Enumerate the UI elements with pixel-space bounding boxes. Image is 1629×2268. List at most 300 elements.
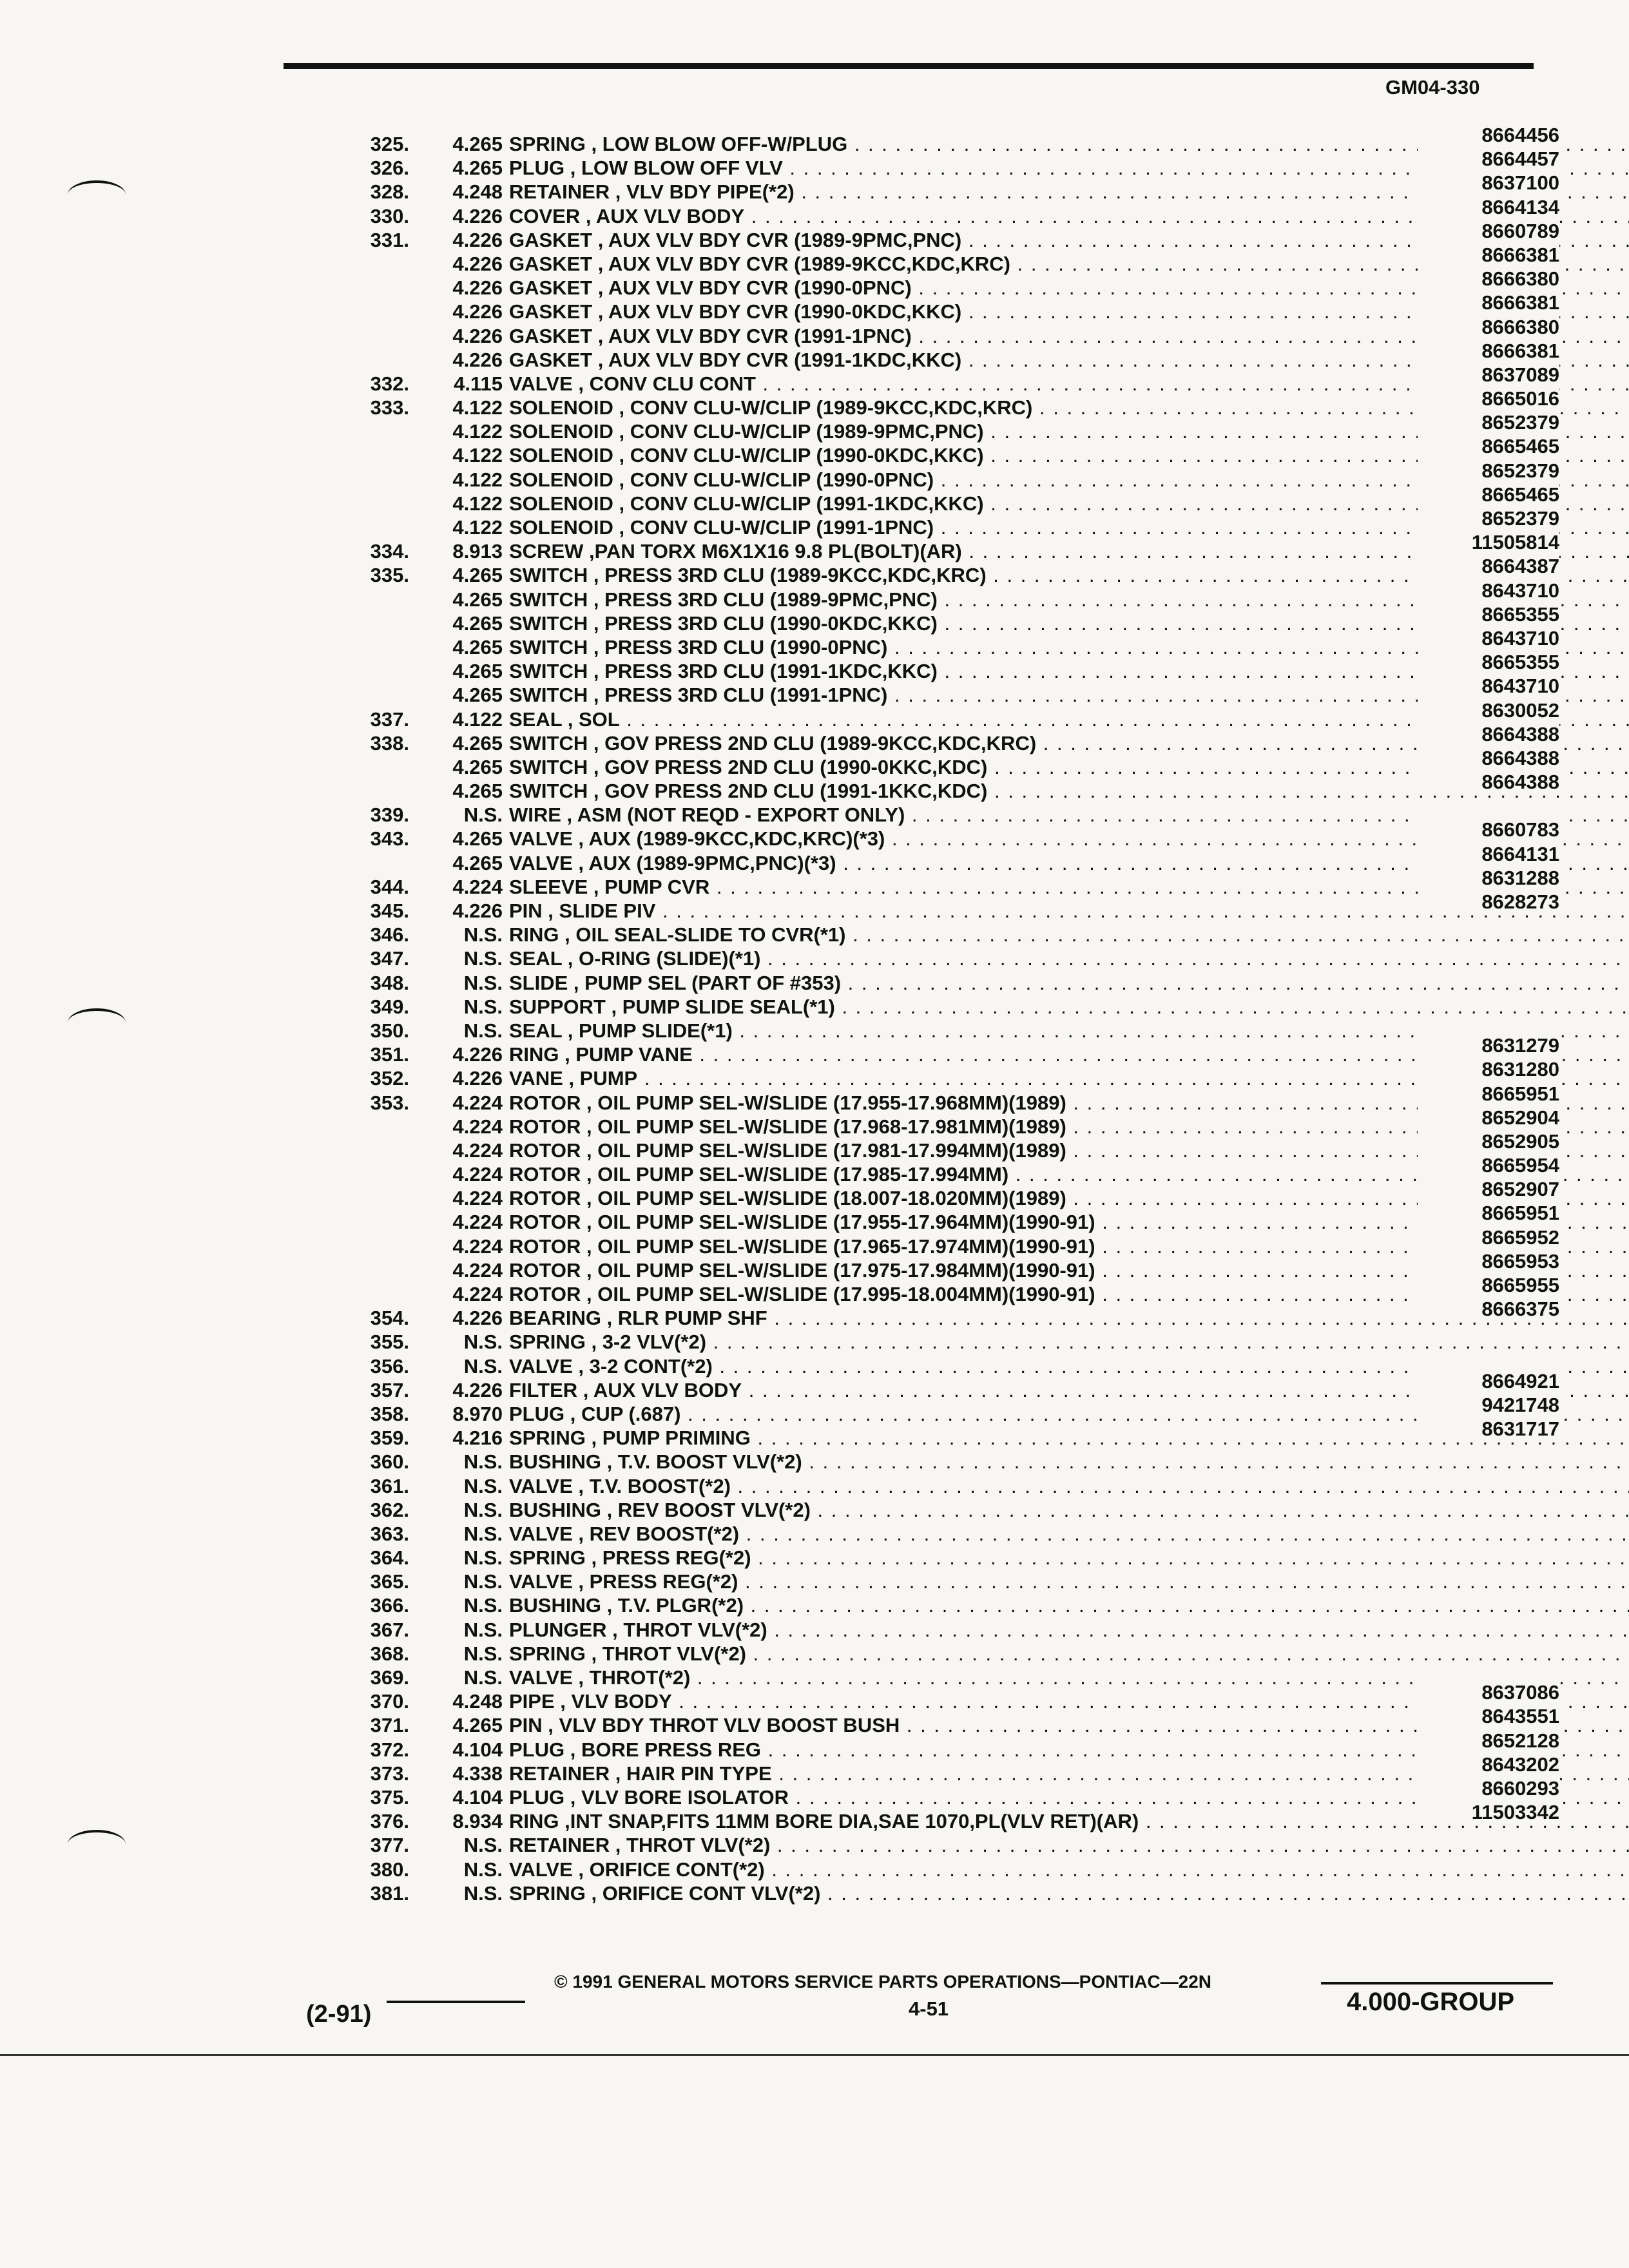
part-description: SWITCH , PRESS 3RD CLU (1990-0PNC) . . . (509, 635, 1629, 659)
ref-number: 355. (370, 1331, 409, 1354)
parts-row (284, 746, 1559, 779)
group-number: 4.226 (452, 324, 503, 347)
group-number: 4.265 (452, 851, 503, 874)
ref-number: 338. (370, 731, 409, 754)
part-number: 8666381 (1418, 243, 1559, 267)
group-number: N.S. (463, 923, 503, 947)
punch-hole-mark (68, 1008, 126, 1037)
ref-number: 366. (370, 1594, 409, 1617)
part-number: 8665951 (1418, 1082, 1559, 1106)
part-description: VALVE , AUX (1989-9KCC,KDC,KRC)(*3) . . . (509, 827, 1629, 850)
part-description: RING , PUMP VANE . . . (509, 1043, 1629, 1066)
part-description: SWITCH , PRESS 3RD CLU (1991-1PNC) . . . (509, 683, 1629, 707)
ref-number: 330. (370, 204, 409, 227)
group-number: N.S. (463, 1594, 503, 1617)
ref-number: 351. (370, 1043, 409, 1066)
group-number: 4.265 (452, 564, 503, 587)
ref-number: 364. (370, 1546, 409, 1570)
parts-row (284, 579, 1559, 611)
ref-number: 359. (370, 1427, 409, 1450)
parts-row (284, 1642, 1559, 1666)
group-number: 4.248 (452, 1690, 503, 1713)
ref-number: 376. (370, 1810, 409, 1833)
group-number: N.S. (463, 1522, 503, 1545)
parts-row (284, 1666, 1559, 1689)
group-number: 4.122 (452, 420, 503, 443)
part-description: ROTOR , OIL PUMP SEL-W/SLIDE (17.975-17.984MM)(1990-91) . . . (509, 1258, 1629, 1282)
part-number: 8631280 (1418, 1057, 1559, 1081)
part-number: 8631717 (1418, 1417, 1559, 1441)
page-number: 4-51 (909, 1997, 949, 2020)
parts-row (284, 267, 1559, 300)
part-number: 8664134 (1418, 195, 1559, 219)
parts-row (284, 947, 1559, 970)
group-number: 4.224 (452, 1187, 503, 1210)
ref-number: 352. (370, 1067, 409, 1090)
part-description: VALVE , THROT(*2) . . . (509, 1666, 1629, 1689)
ref-number: 365. (370, 1570, 409, 1593)
group-number: N.S. (463, 1881, 503, 1905)
part-number: 11505814 (1418, 530, 1559, 554)
parts-row (284, 890, 1559, 923)
part-description: SPRING , LOW BLOW OFF-W/PLUG . . . (509, 132, 1629, 156)
parts-row (284, 195, 1559, 228)
ref-number: 377. (370, 1834, 409, 1857)
part-number: 8637089 (1418, 363, 1559, 387)
part-number: 8652379 (1418, 410, 1559, 434)
part-description: GASKET , AUX VLV BDY CVR (1989-9KCC,KDC,KRC) . . . (509, 252, 1629, 276)
parts-row (284, 1034, 1559, 1066)
group-number: 4.265 (452, 588, 503, 611)
group-number: N.S. (463, 1618, 503, 1641)
ref-number: 358. (370, 1402, 409, 1425)
parts-row (284, 1474, 1559, 1498)
group-number: N.S. (463, 1354, 503, 1378)
parts-row (284, 339, 1559, 372)
punch-hole-mark (68, 180, 126, 209)
parts-row (284, 148, 1559, 180)
group-number: 4.224 (452, 1115, 503, 1138)
part-description: SOLENOID , CONV CLU-W/CLIP (1990-0KDC,KKC) . . . (509, 443, 1629, 467)
ref-number: 348. (370, 971, 409, 994)
parts-row (284, 1106, 1559, 1139)
part-number: 9421748 (1418, 1393, 1559, 1417)
part-description: PIN , SLIDE PIV . . . (509, 899, 1629, 923)
group-number: 4.226 (452, 1067, 503, 1090)
part-number: 8660789 (1418, 219, 1559, 243)
part-number: 8660783 (1418, 818, 1559, 841)
group-number: 4.265 (452, 157, 503, 180)
group-number: 4.226 (452, 899, 503, 922)
group-number: N.S. (463, 1498, 503, 1521)
ref-number: 353. (370, 1091, 409, 1114)
ref-number: 354. (370, 1307, 409, 1330)
part-description: SUPPORT , PUMP SLIDE SEAL(*1) . . . (509, 995, 1629, 1019)
part-number: 8631288 (1418, 866, 1559, 890)
ref-number: 375. (370, 1785, 409, 1809)
part-description: ROTOR , OIL PUMP SEL-W/SLIDE (17.995-18.004MM)(1990-91) . . . (509, 1282, 1629, 1306)
part-description: GASKET , AUX VLV BDY CVR (1991-1KDC,KKC) . . . (509, 348, 1629, 372)
parts-row (284, 626, 1559, 659)
group-number: N.S. (463, 1546, 503, 1570)
parts-row (284, 219, 1559, 252)
group-number: 4.122 (452, 396, 503, 419)
part-description: SOLENOID , CONV CLU-W/CLIP (1991-1PNC) . . . (509, 515, 1629, 539)
part-description: ROTOR , OIL PUMP SEL-W/SLIDE (17.968-17.981MM)(1989) . . . (509, 1115, 1629, 1139)
part-number: 8665355 (1418, 650, 1559, 674)
part-number: 8664388 (1418, 746, 1559, 770)
part-description: VALVE , CONV CLU CONT . . . (509, 372, 1629, 396)
group-number: 8.913 (452, 540, 503, 563)
parts-row (284, 124, 1559, 156)
top-rule (284, 63, 1534, 69)
ref-number: 361. (370, 1474, 409, 1497)
parts-row (284, 507, 1559, 539)
part-description: ROTOR , OIL PUMP SEL-W/SLIDE (17.955-17.968MM)(1989) . . . (509, 1091, 1629, 1115)
part-number: 8665016 (1418, 387, 1559, 410)
parts-row (284, 1330, 1559, 1354)
group-number: 4.122 (452, 707, 503, 731)
parts-row (284, 1858, 1559, 1881)
ref-number: 356. (370, 1354, 409, 1378)
parts-row (284, 1082, 1559, 1115)
part-number: 8664388 (1418, 722, 1559, 746)
parts-row (284, 483, 1559, 515)
parts-row (284, 1129, 1559, 1162)
ref-number: 346. (370, 923, 409, 947)
group-number: 4.224 (452, 1163, 503, 1186)
part-number: 8652379 (1418, 506, 1559, 530)
ref-number: 368. (370, 1642, 409, 1665)
part-description: SWITCH , GOV PRESS 2ND CLU (1990-0KKC,KDC) . . . (509, 755, 1629, 779)
part-description: SWITCH , PRESS 3RD CLU (1989-9PMC,PNC) . . . (509, 588, 1629, 611)
group-number: 4.115 (454, 372, 503, 395)
group-number: 8.934 (452, 1810, 503, 1833)
parts-row (284, 602, 1559, 635)
parts-row (284, 411, 1559, 443)
part-description: PLUG , VLV BORE ISOLATOR . . . (509, 1785, 1629, 1809)
ref-number: 337. (370, 707, 409, 731)
part-description: PLUG , LOW BLOW OFF VLV . . . (509, 156, 1629, 180)
ref-number: 380. (370, 1858, 409, 1881)
part-number: 8652905 (1418, 1129, 1559, 1153)
ref-number: 334. (370, 540, 409, 563)
part-number: 8664457 (1418, 147, 1559, 171)
footer-rule-left (387, 2001, 525, 2003)
part-description: ROTOR , OIL PUMP SEL-W/SLIDE (17.955-17.964MM)(1990-91) . . . (509, 1210, 1629, 1234)
part-description: GASKET , AUX VLV BDY CVR (1989-9PMC,PNC) . . . (509, 228, 1629, 252)
group-number: N.S. (463, 1858, 503, 1881)
part-number: 8643710 (1418, 579, 1559, 602)
part-description: SOLENOID , CONV CLU-W/CLIP (1990-0PNC) . . . (509, 468, 1629, 492)
group-number: 4.226 (452, 1043, 503, 1066)
part-description: VALVE , REV BOOST(*2) . . . (509, 1522, 1629, 1546)
ref-number: 328. (370, 180, 409, 204)
ref-number: 360. (370, 1450, 409, 1474)
part-description: RING , OIL SEAL-SLIDE TO CVR(*1) . . . (509, 923, 1629, 947)
part-number: 8643710 (1418, 674, 1559, 698)
part-description: COVER , AUX VLV BODY . . . (509, 204, 1629, 228)
part-description: ROTOR , OIL PUMP SEL-W/SLIDE (17.985-17.994MM) . . . (509, 1162, 1629, 1186)
group-number: 4.265 (452, 133, 503, 155)
part-number: 8664456 (1418, 123, 1559, 147)
part-description: BUSHING , T.V. BOOST VLV(*2) . . . (509, 1450, 1629, 1474)
group-number: 4.248 (452, 180, 503, 204)
group-number: N.S. (463, 1019, 503, 1042)
part-description: RETAINER , HAIR PIN TYPE . . . (509, 1762, 1629, 1785)
group-number: 4.224 (452, 875, 503, 898)
ref-number: 381. (370, 1881, 409, 1905)
ref-number: 371. (370, 1714, 409, 1737)
parts-row (284, 1354, 1559, 1378)
part-number: 8664387 (1418, 554, 1559, 578)
part-number: 8652907 (1418, 1177, 1559, 1201)
parts-row (284, 1498, 1559, 1522)
ref-number: 344. (370, 875, 409, 898)
parts-row (284, 1202, 1559, 1234)
part-number: 8665465 (1418, 483, 1559, 506)
group-number: 4.122 (452, 468, 503, 491)
ref-number: 345. (370, 899, 409, 922)
group-number: 4.226 (452, 252, 503, 275)
part-number: 8665952 (1418, 1225, 1559, 1249)
ref-number: 372. (370, 1738, 409, 1761)
part-number: 8664388 (1418, 770, 1559, 794)
part-description: SEAL , SOL . . . (509, 707, 1629, 731)
part-number: 8643551 (1418, 1704, 1559, 1728)
ref-number: 325. (370, 133, 409, 155)
group-number: 4.338 (452, 1762, 503, 1785)
part-number: 8643710 (1418, 626, 1559, 650)
part-number: 8665955 (1418, 1273, 1559, 1297)
footer-rule-right (1321, 1982, 1553, 1984)
group-number: 4.224 (452, 1139, 503, 1162)
ref-number: 333. (370, 396, 409, 419)
ref-number: 339. (370, 803, 409, 827)
parts-row (284, 1705, 1559, 1737)
group-number: N.S. (463, 1331, 503, 1354)
document-code: GM04-330 (1385, 76, 1480, 99)
part-description: SPRING , ORIFICE CONT VLV(*2) . . . (509, 1881, 1629, 1905)
group-number: 4.226 (452, 1378, 503, 1401)
part-number: 8664131 (1418, 842, 1559, 866)
part-description: SEAL , O-RING (SLIDE)(*1) . . . (509, 947, 1629, 970)
group-number: 4.224 (452, 1258, 503, 1282)
part-description: VANE , PUMP . . . (509, 1066, 1629, 1090)
part-description: SCREW ,PAN TORX M6X1X16 9.8 PL(BOLT)(AR) . . . (509, 539, 1629, 563)
ref-number: 335. (370, 564, 409, 587)
parts-row (284, 1801, 1559, 1833)
part-description: VALVE , 3-2 CONT(*2) . . . (509, 1354, 1629, 1378)
part-description: VALVE , PRESS REG(*2) . . . (509, 1570, 1629, 1593)
part-number: 8652379 (1418, 459, 1559, 483)
part-number: 8628273 (1418, 890, 1559, 914)
parts-row (284, 1522, 1559, 1546)
parts-row (284, 1753, 1559, 1785)
group-number: 4.224 (452, 1235, 503, 1258)
parts-row (284, 1570, 1559, 1593)
part-number: 8666380 (1418, 315, 1559, 339)
part-description: RING ,INT SNAP,FITS 11MM BORE DIA,SAE 1070,PL(VLV RET)(AR) . . . (509, 1809, 1629, 1833)
parts-row (284, 315, 1559, 348)
parts-row (284, 1681, 1559, 1713)
parts-row (284, 243, 1559, 276)
part-description: PLUNGER , THROT VLV(*2) . . . (509, 1618, 1629, 1642)
parts-row (284, 1729, 1559, 1762)
revision-date: (2-91) (306, 2001, 372, 2028)
part-number: 8643202 (1418, 1753, 1559, 1776)
parts-row (284, 866, 1559, 899)
group-number: 4.265 (452, 611, 503, 635)
ref-number: 349. (370, 995, 409, 1018)
group-number: 4.122 (452, 516, 503, 539)
parts-row (284, 1618, 1559, 1642)
parts-row (284, 995, 1559, 1019)
part-description: BUSHING , T.V. PLGR(*2) . . . (509, 1593, 1629, 1617)
ref-number: 331. (370, 228, 409, 251)
group-number: N.S. (463, 803, 503, 827)
parts-row (284, 1393, 1559, 1426)
part-description: RETAINER , VLV BDY PIPE(*2) . . . (509, 180, 1629, 204)
parts-row (284, 555, 1559, 587)
part-description: SEAL , PUMP SLIDE(*1) . . . (509, 1019, 1629, 1043)
part-description: SWITCH , GOV PRESS 2ND CLU (1991-1KKC,KDC) . . . (509, 779, 1629, 803)
parts-row (284, 1154, 1559, 1186)
part-number: 8666381 (1418, 339, 1559, 363)
parts-row (284, 1298, 1559, 1330)
group-number: 4.265 (452, 731, 503, 754)
group-code: 4.000-GROUP (1347, 1988, 1515, 2016)
parts-row (284, 531, 1559, 563)
part-description: VALVE , ORIFICE CONT(*2) . . . (509, 1858, 1629, 1881)
part-description: FILTER , AUX VLV BODY . . . (509, 1378, 1629, 1402)
ref-number: 362. (370, 1498, 409, 1521)
copyright-text: © 1991 GENERAL MOTORS SERVICE PARTS OPERATIONS—PONTIAC—22N (554, 1972, 1212, 1992)
parts-row (284, 1450, 1559, 1474)
group-number: 4.104 (452, 1738, 503, 1761)
parts-row (284, 387, 1559, 419)
part-description: ROTOR , OIL PUMP SEL-W/SLIDE (17.965-17.974MM)(1990-91) . . . (509, 1235, 1629, 1258)
ref-number: 357. (370, 1378, 409, 1401)
parts-row (284, 1225, 1559, 1258)
group-number: N.S. (463, 1834, 503, 1857)
part-number: 8665355 (1418, 602, 1559, 626)
parts-row (284, 675, 1559, 707)
ref-number: 332. (370, 372, 409, 395)
part-description: GASKET , AUX VLV BDY CVR (1991-1PNC) . . . (509, 324, 1629, 348)
bottom-rule (0, 2054, 1629, 2056)
parts-row (284, 1019, 1559, 1043)
parts-row (284, 971, 1559, 995)
group-number: 4.226 (452, 300, 503, 323)
part-description: BUSHING , REV BOOST VLV(*2) . . . (509, 1498, 1629, 1522)
parts-row (284, 803, 1559, 827)
part-number: 8630052 (1418, 698, 1559, 722)
parts-row (284, 698, 1559, 731)
part-number: 8652128 (1418, 1729, 1559, 1753)
ref-number: 343. (370, 827, 409, 850)
part-number: 8665953 (1418, 1249, 1559, 1273)
group-number: N.S. (463, 971, 503, 994)
group-number: 4.224 (452, 1091, 503, 1114)
group-number: N.S. (463, 1666, 503, 1689)
parts-row (284, 1833, 1559, 1857)
parts-row (284, 1058, 1559, 1090)
part-description: SOLENOID , CONV CLU-W/CLIP (1989-9KCC,KDC,KRC) . . . (509, 396, 1629, 419)
part-description: SOLENOID , CONV CLU-W/CLIP (1991-1KDC,KKC) . . . (509, 492, 1629, 515)
parts-row (284, 1881, 1559, 1905)
part-number: 8637100 (1418, 171, 1559, 195)
group-number: 4.226 (452, 276, 503, 300)
part-description: SPRING , THROT VLV(*2) . . . (509, 1642, 1629, 1666)
part-description: PIN , VLV BDY THROT VLV BOOST BUSH . . . (509, 1713, 1629, 1737)
group-number: 4.216 (452, 1427, 503, 1450)
punch-hole-mark (68, 1830, 126, 1858)
group-number: N.S. (463, 1642, 503, 1665)
ref-number: 363. (370, 1522, 409, 1545)
part-number: 8665465 (1418, 434, 1559, 458)
part-description: ROTOR , OIL PUMP SEL-W/SLIDE (17.981-17.994MM)(1989) . . . (509, 1139, 1629, 1162)
part-description: SWITCH , PRESS 3RD CLU (1989-9KCC,KDC,KRC) . . . (509, 563, 1629, 587)
part-description: SOLENOID , CONV CLU-W/CLIP (1989-9PMC,PNC) . . . (509, 419, 1629, 443)
group-number: N.S. (463, 1570, 503, 1593)
group-number: 4.104 (452, 1785, 503, 1809)
part-number: 8665954 (1418, 1153, 1559, 1177)
parts-row (284, 771, 1559, 803)
ref-number: 326. (370, 157, 409, 180)
part-number: 8665951 (1418, 1201, 1559, 1225)
part-description: SWITCH , PRESS 3RD CLU (1991-1KDC,KKC) . . . (509, 659, 1629, 683)
part-number: 8631279 (1418, 1033, 1559, 1057)
group-number: N.S. (463, 1450, 503, 1474)
part-description: GASKET , AUX VLV BDY CVR (1990-0PNC) . . . (509, 276, 1629, 300)
part-number: 8666381 (1418, 291, 1559, 314)
parts-row (284, 1593, 1559, 1617)
part-description: VALVE , T.V. BOOST(*2) . . . (509, 1474, 1629, 1498)
parts-row (284, 363, 1559, 396)
part-description: RETAINER , THROT VLV(*2) . . . (509, 1833, 1629, 1857)
group-number: 4.265 (452, 780, 503, 803)
parts-row (284, 1274, 1559, 1306)
part-description: ROTOR , OIL PUMP SEL-W/SLIDE (18.007-18.020MM)(1989) . . . (509, 1186, 1629, 1210)
part-number: 8664921 (1418, 1369, 1559, 1393)
ref-number: 373. (370, 1762, 409, 1785)
group-number: 4.226 (452, 348, 503, 371)
group-number: 4.122 (452, 492, 503, 515)
parts-row (284, 842, 1559, 875)
part-number: 8666375 (1418, 1297, 1559, 1321)
ref-number: 350. (370, 1019, 409, 1042)
group-number: N.S. (463, 947, 503, 970)
ref-number: 370. (370, 1690, 409, 1713)
part-number: 8652904 (1418, 1106, 1559, 1129)
group-number: 4.265 (452, 1714, 503, 1737)
part-description: SWITCH , PRESS 3RD CLU (1990-0KDC,KKC) . . . (509, 611, 1629, 635)
parts-row (284, 722, 1559, 755)
part-description: PLUG , CUP (.687) . . . (509, 1402, 1629, 1426)
parts-row (284, 1776, 1559, 1809)
parts-row (284, 435, 1559, 467)
parts-row (284, 171, 1559, 204)
parts-row (284, 1418, 1559, 1450)
part-description: SPRING , 3-2 VLV(*2) . . . (509, 1330, 1629, 1354)
group-number: 4.265 (452, 684, 503, 707)
part-description: SPRING , PUMP PRIMING . . . (509, 1426, 1629, 1450)
part-description: GASKET , AUX VLV BDY CVR (1990-0KDC,KKC) . . . (509, 300, 1629, 323)
part-number: 8637086 (1418, 1680, 1559, 1704)
ref-number: 347. (370, 947, 409, 970)
part-description: SWITCH , GOV PRESS 2ND CLU (1989-9KCC,KDC,KRC) . . . (509, 731, 1629, 755)
